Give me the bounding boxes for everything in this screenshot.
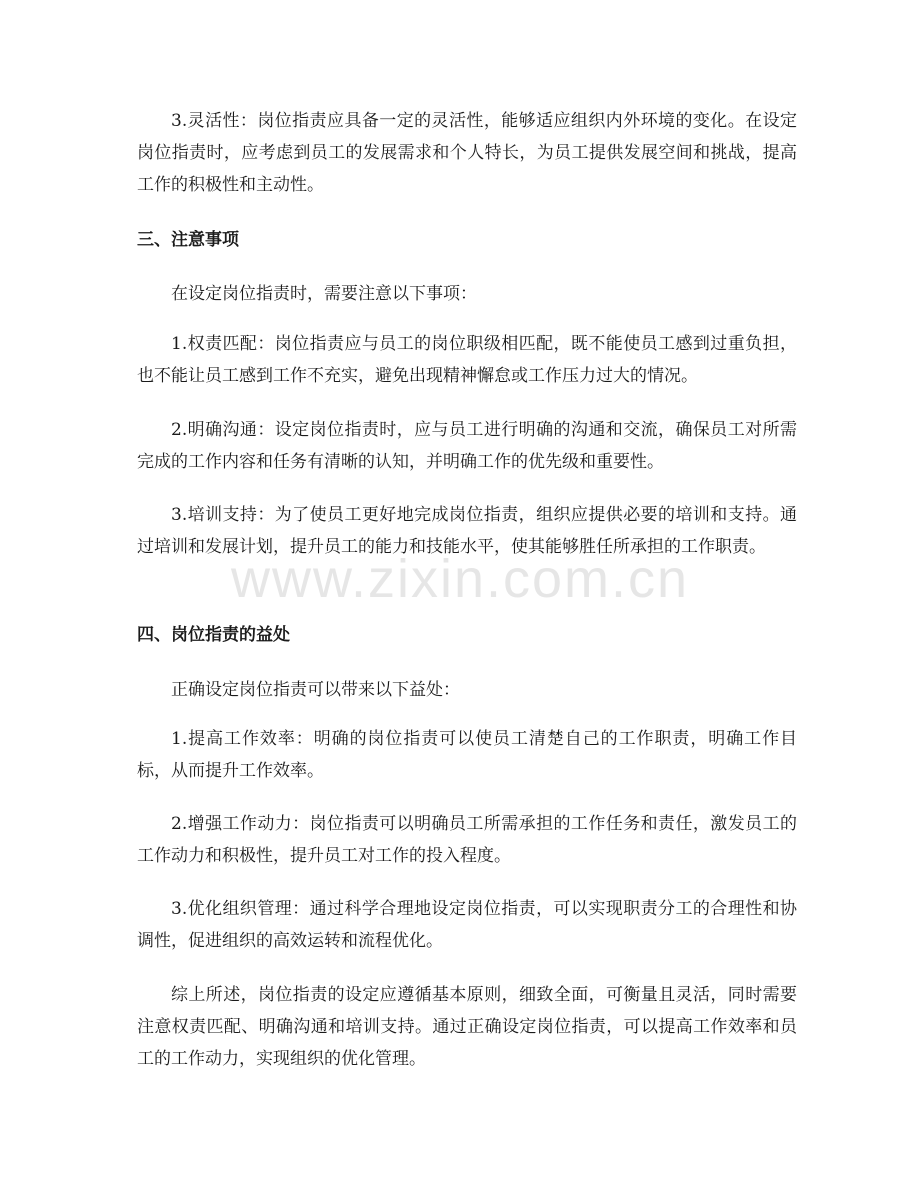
- paragraph-text: 3.灵活性：岗位指责应具备一定的灵活性，能够适应组织内外环境的变化。在设定岗位指责时，应考虑到员工的发展需求和个人特长，为员工提供发展空间和挑战，提高工作的积极性和主动性。: [137, 111, 797, 195]
- paragraph-text: 1.权责匹配：岗位指责应与员工的岗位职级相匹配，既不能使员工感到过重负担，也不能让员工感到工作不充实，避免出现精神懈怠或工作压力过大的情况。: [137, 334, 797, 386]
- paragraph-text: 3.培训支持：为了使员工更好地完成岗位指责，组织应提供必要的培训和支持。通过培训和发展计划，提升员工的能力和技能水平，使其能够胜任所承担的工作职责。: [137, 505, 797, 557]
- paragraph-training-support: [137, 499, 797, 563]
- paragraph-text: 2.明确沟通：设定岗位指责时，应与员工进行明确的沟通和交流，确保员工对所需完成的工作内容和任务有清晰的认知，并明确工作的优先级和重要性。: [137, 420, 797, 472]
- paragraph-notes-intro: [137, 278, 797, 310]
- section-heading-benefits: [137, 619, 797, 651]
- section-heading-notes: [137, 224, 797, 256]
- paragraph-flexibility: [137, 105, 797, 201]
- paragraph-rights-match: [137, 328, 797, 392]
- paragraph-benefits-intro: [137, 674, 797, 706]
- paragraph-text: 2.增强工作动力：岗位指责可以明确员工所需承担的工作任务和责任，激发员工的工作动力和积极性，提升员工对工作的投入程度。: [137, 814, 797, 866]
- paragraph-text: 3.优化组织管理：通过科学合理地设定岗位指责，可以实现职责分工的合理性和协调性，促进组织的高效运转和流程优化。: [137, 899, 797, 951]
- paragraph-motivation: [137, 808, 797, 872]
- paragraph-clear-communication: [137, 414, 797, 478]
- paragraph-text: 在设定岗位指责时，需要注意以下事项：: [171, 284, 477, 304]
- watermark: www.zixin.com.cn: [230, 549, 690, 609]
- paragraph-text: 综上所述，岗位指责的设定应遵循基本原则，细致全面，可衡量且灵活，同时需要注意权责匹配、明确沟通和培训支持。通过正确设定岗位指责，可以提高工作效率和员工的工作动力，实现组织的优化管理。: [137, 985, 797, 1069]
- heading-text: 三、注意事项: [137, 230, 239, 250]
- paragraph-org-management: [137, 893, 797, 957]
- paragraph-efficiency: [137, 723, 797, 787]
- paragraph-text: 正确设定岗位指责可以带来以下益处：: [171, 680, 460, 700]
- paragraph-text: 1.提高工作效率：明确的岗位指责可以使员工清楚自己的工作职责，明确工作目标，从而提升工作效率。: [137, 729, 797, 781]
- heading-text: 四、岗位指责的益处: [137, 625, 290, 645]
- paragraph-conclusion: [137, 979, 797, 1075]
